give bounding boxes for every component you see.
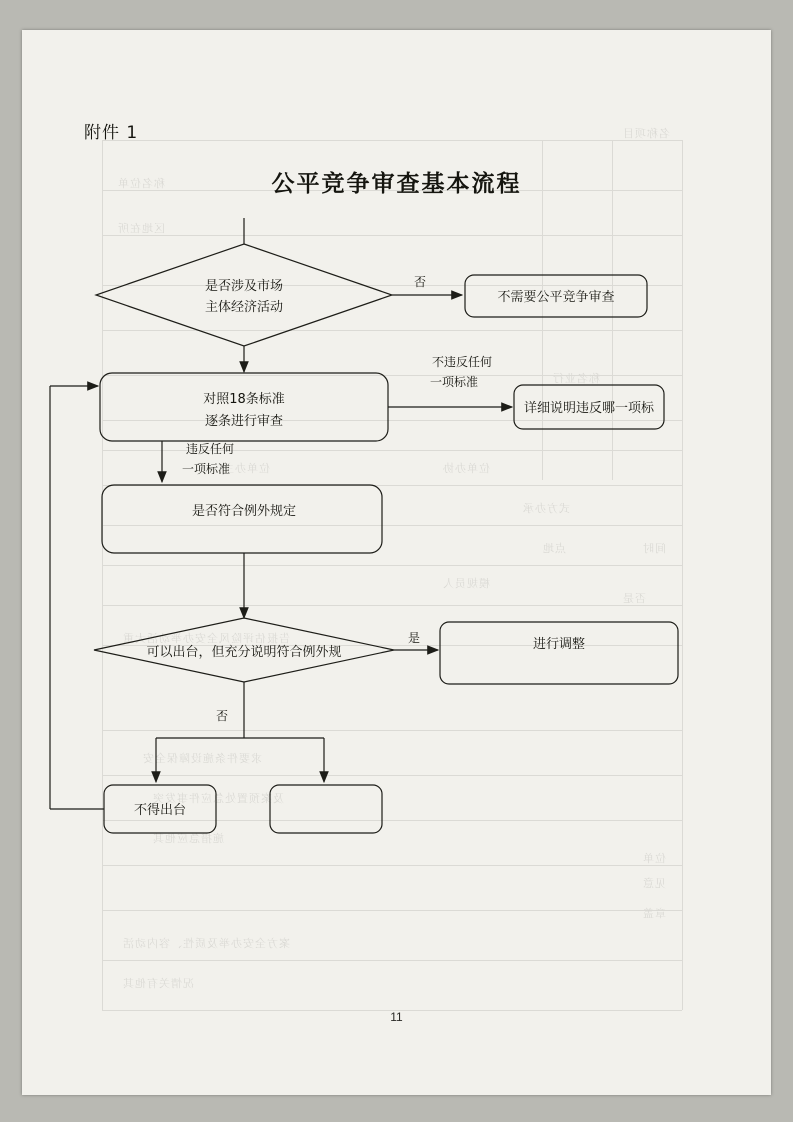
node-b2-line2: 逐条进行审查 xyxy=(204,414,284,429)
node-b5-line1: 进行调整 xyxy=(532,637,586,652)
flowchart-diagram xyxy=(22,30,771,1095)
page-title: 公平竞争审查基本流程 xyxy=(271,171,522,197)
edge-label-violate-1: 违反任何 xyxy=(185,442,235,456)
page-number: 11 xyxy=(390,1010,403,1024)
node-b3-line1: 详细说明违反哪一项标 xyxy=(523,401,655,416)
node-d1-line1: 是否涉及市场 xyxy=(204,279,284,294)
node-b7-shape xyxy=(270,785,382,833)
node-d1-shape xyxy=(96,244,392,346)
edge-label-no-2: 否 xyxy=(215,709,229,723)
edge-label-not-violate-2: 一项标准 xyxy=(429,375,479,389)
flowchart-content xyxy=(22,30,771,1095)
attachment-label: 附件 1 xyxy=(84,123,139,143)
edge-label-not-violate-1: 不违反任何 xyxy=(431,355,493,369)
node-d2-line1: 可以出台，但充分说明符合例外规 xyxy=(146,645,342,660)
node-b5-shape xyxy=(440,622,678,684)
node-b6-line1: 不得出台 xyxy=(133,803,187,818)
node-b2-shape xyxy=(100,373,388,441)
node-b2-line1: 对照18条标准 xyxy=(203,392,285,407)
edge-label-yes: 是 xyxy=(407,631,421,645)
node-d1-line2: 主体经济活动 xyxy=(204,300,284,315)
edge-label-violate-2: 一项标准 xyxy=(181,462,231,476)
node-b4-line1: 是否符合例外规定 xyxy=(191,504,297,519)
bleed-through-artifact: 名称项目 称名位单 区地在所 称名业行 位单办主 位单办协 式方办承 点地 间时 模规员人 否是 告报估评险风全安办举动活大重 求要件条施设障保全安 及案预置处急应件事发突 施措急应他其 位单 见意 章盖 案方全安办举及质性、容内动活 况情关有他其 xyxy=(22,30,771,1095)
document-page xyxy=(22,30,771,1095)
node-b4-shape xyxy=(102,485,382,553)
node-b1-line1: 不需要公平竞争审查 xyxy=(497,290,615,305)
edge-label-no-1: 否 xyxy=(413,275,427,289)
